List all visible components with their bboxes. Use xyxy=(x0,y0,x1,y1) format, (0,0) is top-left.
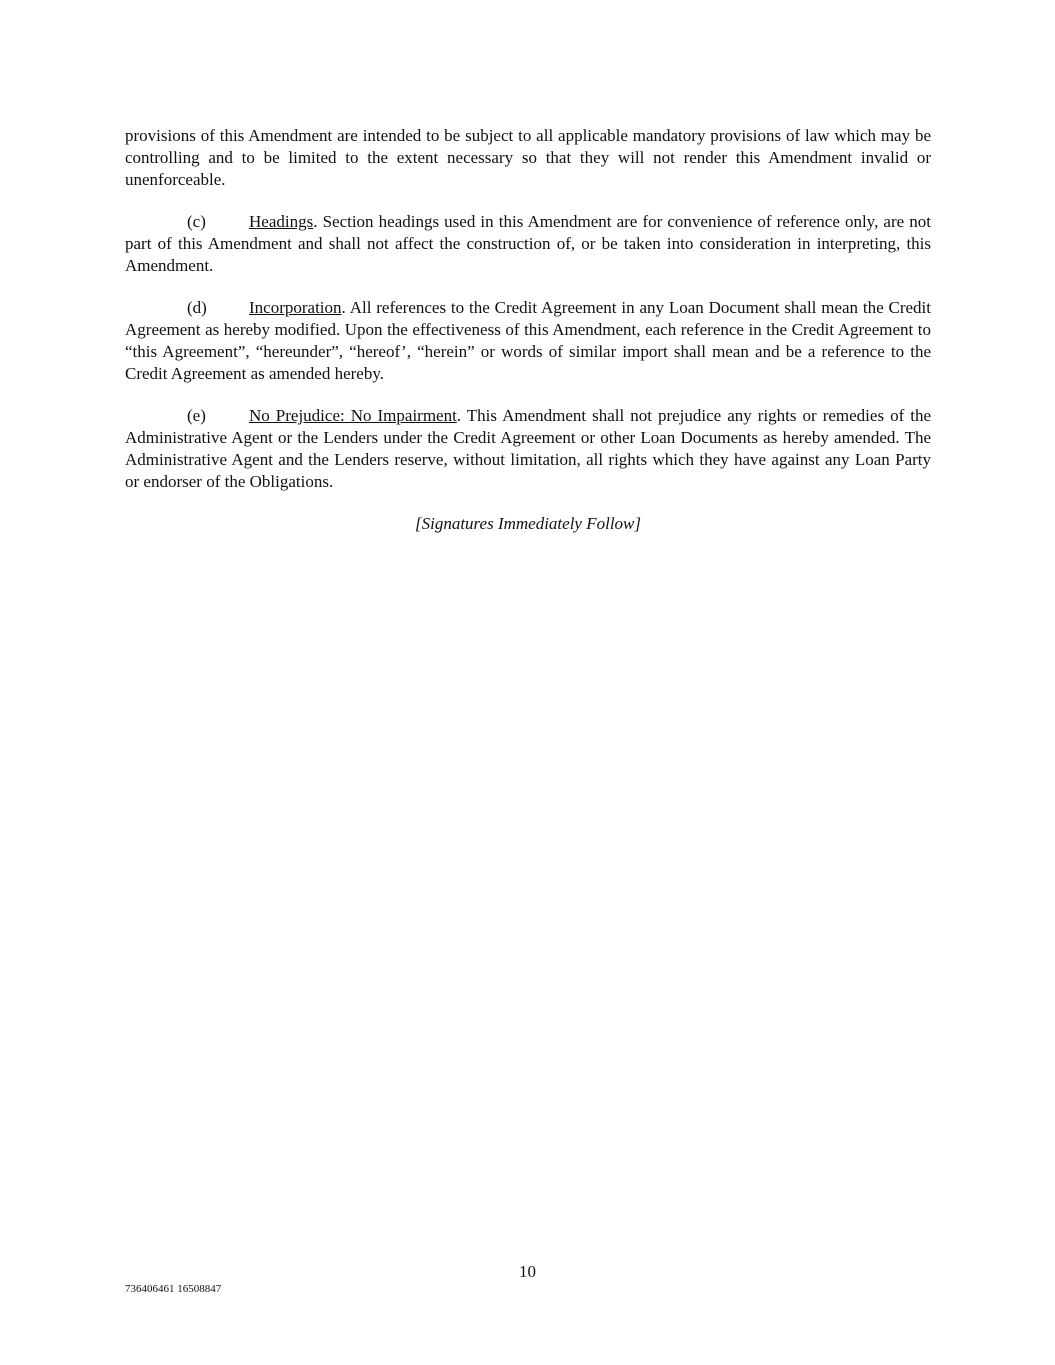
section-e-paragraph xyxy=(125,405,931,493)
section-e-heading: No Prejudice: No Impairment xyxy=(249,406,457,425)
signatures-note: [Signatures Immediately Follow] xyxy=(414,514,641,533)
continuation-paragraph: provisions of this Amendment are intended to be subject to all applicable mandatory provisions of law which may be controlling and to be limited to the extent necessary so that they will not render this Amendment invalid or unenforceable. xyxy=(125,126,931,189)
section-e-text: . This Amendment shall not prejudice any rights or remedies of the Administrative Agent or the Lenders under the Credit Agreement or other Loan Documents as hereby amended. The Administrative Agent and the Lenders reserve, without limitation, all rights which they have against any Loan Party or endorser of the Obligations. xyxy=(125,406,932,491)
section-c-label: (c) xyxy=(187,212,206,231)
section-d-heading: Incorporation xyxy=(249,298,342,317)
section-d-paragraph xyxy=(125,297,931,385)
section-c-paragraph xyxy=(125,211,931,277)
document-id: 736406461 16508847 xyxy=(125,1283,222,1295)
section-e-label: (e) xyxy=(187,406,206,425)
section-c-heading: Headings xyxy=(249,212,314,231)
section-d-text: . All references to the Credit Agreement in any Loan Document shall mean the Credit Agreement as hereby modified. Upon the effectiveness of this Amendment, each reference in the Credit Agreement to “this Agreement”, “hereunder”, “hereof’, “herein” or words of similar import shall mean and be a reference to the Credit Agreement as amended hereby. xyxy=(125,298,931,383)
page-number: 10 xyxy=(519,1262,536,1281)
section-c-text: . Section headings used in this Amendment are for convenience of reference only, are not part of this Amendment and shall not affect the construction of, or be taken into consideration in interpreting, this Amendment. xyxy=(125,212,931,275)
section-d-label: (d) xyxy=(187,298,207,317)
